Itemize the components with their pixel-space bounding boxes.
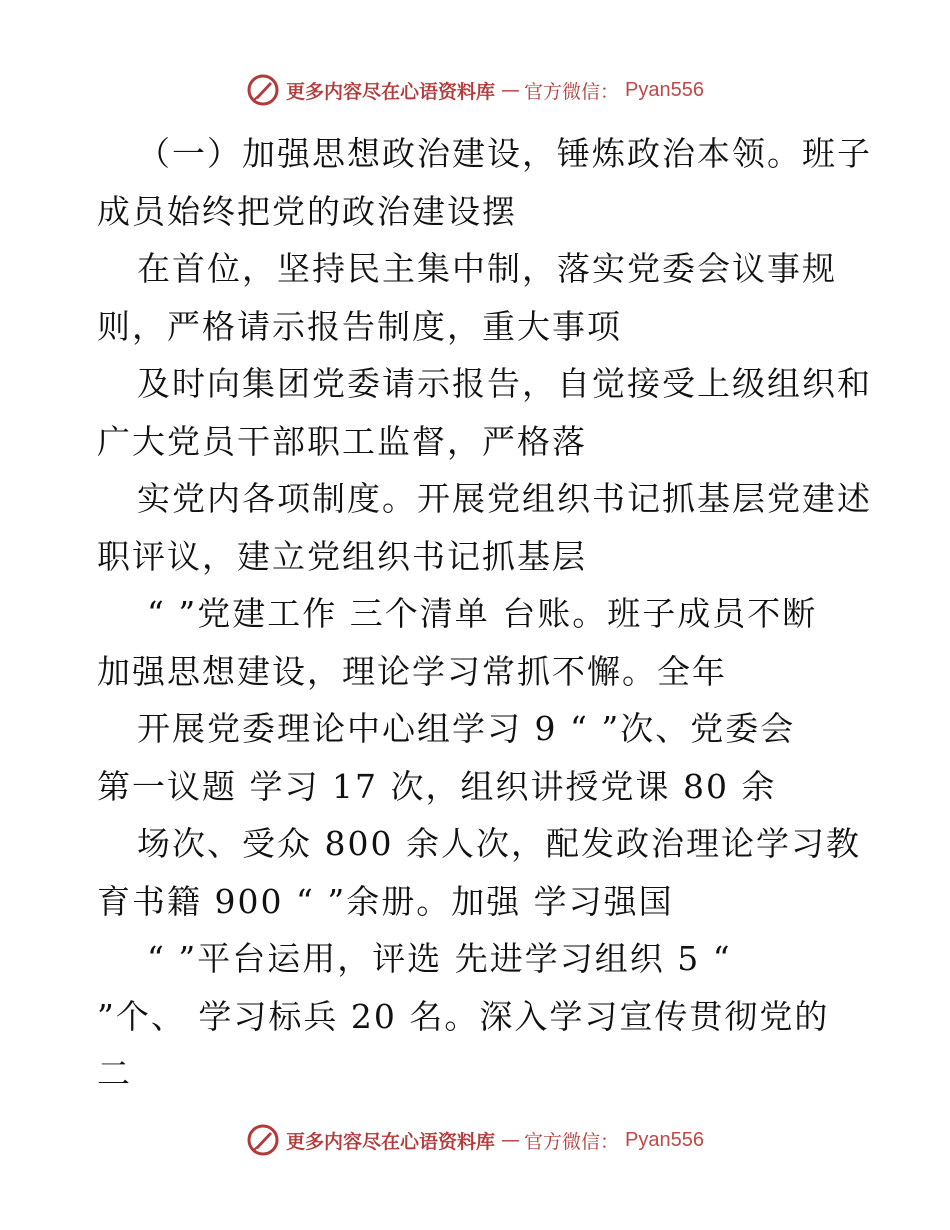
banner-account: Pyan556 — [625, 78, 704, 101]
banner-account: Pyan556 — [625, 1128, 704, 1151]
banner-brand: 更多内容尽在心语资料库 — [286, 80, 496, 103]
body-line: 场次、受众 800 余人次，配发政治理论学习教 — [137, 824, 861, 863]
body-line: 在首位，坚持民主集中制，落实党委会议事规 — [137, 249, 837, 288]
body-line: 广大党员干部职工监督，严格落 — [97, 421, 587, 461]
banner-brand: 更多内容尽在心语资料库 — [286, 1130, 496, 1153]
body-line: 开展党委理论中心组学习 9 “ ”次、党委会 — [137, 709, 796, 748]
banner-label: 官方微信： — [524, 80, 620, 103]
banner-label: 官方微信： — [524, 1130, 620, 1153]
body-line: 成员始终把党的政治建设摆 — [97, 191, 517, 231]
feather-pen-logo-icon — [246, 73, 280, 107]
body-line: 二 — [97, 1054, 132, 1093]
body-line: 则，严格请示报告制度，重大事项 — [97, 306, 622, 346]
banner-separator: — — [501, 1129, 519, 1151]
body-line: 育书籍 900 “ ”余册。加强 学习强国 — [97, 881, 674, 921]
body-line: （一）加强思想政治建设，锤炼政治本领。班子 — [137, 134, 872, 173]
body-line: 职评议，建立党组织书记抓基层 — [97, 536, 587, 576]
body-line: 实党内各项制度。开展党组织书记抓基层党建述 — [137, 479, 872, 518]
body-line: “ ”平台运用，评选 先进学习组织 5 “ — [147, 939, 732, 978]
banner-separator: — — [501, 79, 519, 101]
body-line: 加强思想建设，理论学习常抓不懈。全年 — [97, 651, 727, 691]
body-line: 及时向集团党委请示报告，自觉接受上级组织和 — [137, 364, 872, 403]
body-line: ”个、 学习标兵 20 名。深入学习宣传贯彻党的 — [97, 996, 830, 1036]
body-line: 第一议题 学习 17 次，组织讲授党课 80 余 — [97, 766, 777, 806]
body-line: “ ”党建工作 三个清单 台账。班子成员不断 — [147, 594, 818, 633]
footer-banner — [0, 1120, 950, 1160]
feather-pen-logo-icon — [246, 1123, 280, 1157]
document-body — [97, 125, 877, 1103]
header-banner — [0, 70, 950, 110]
